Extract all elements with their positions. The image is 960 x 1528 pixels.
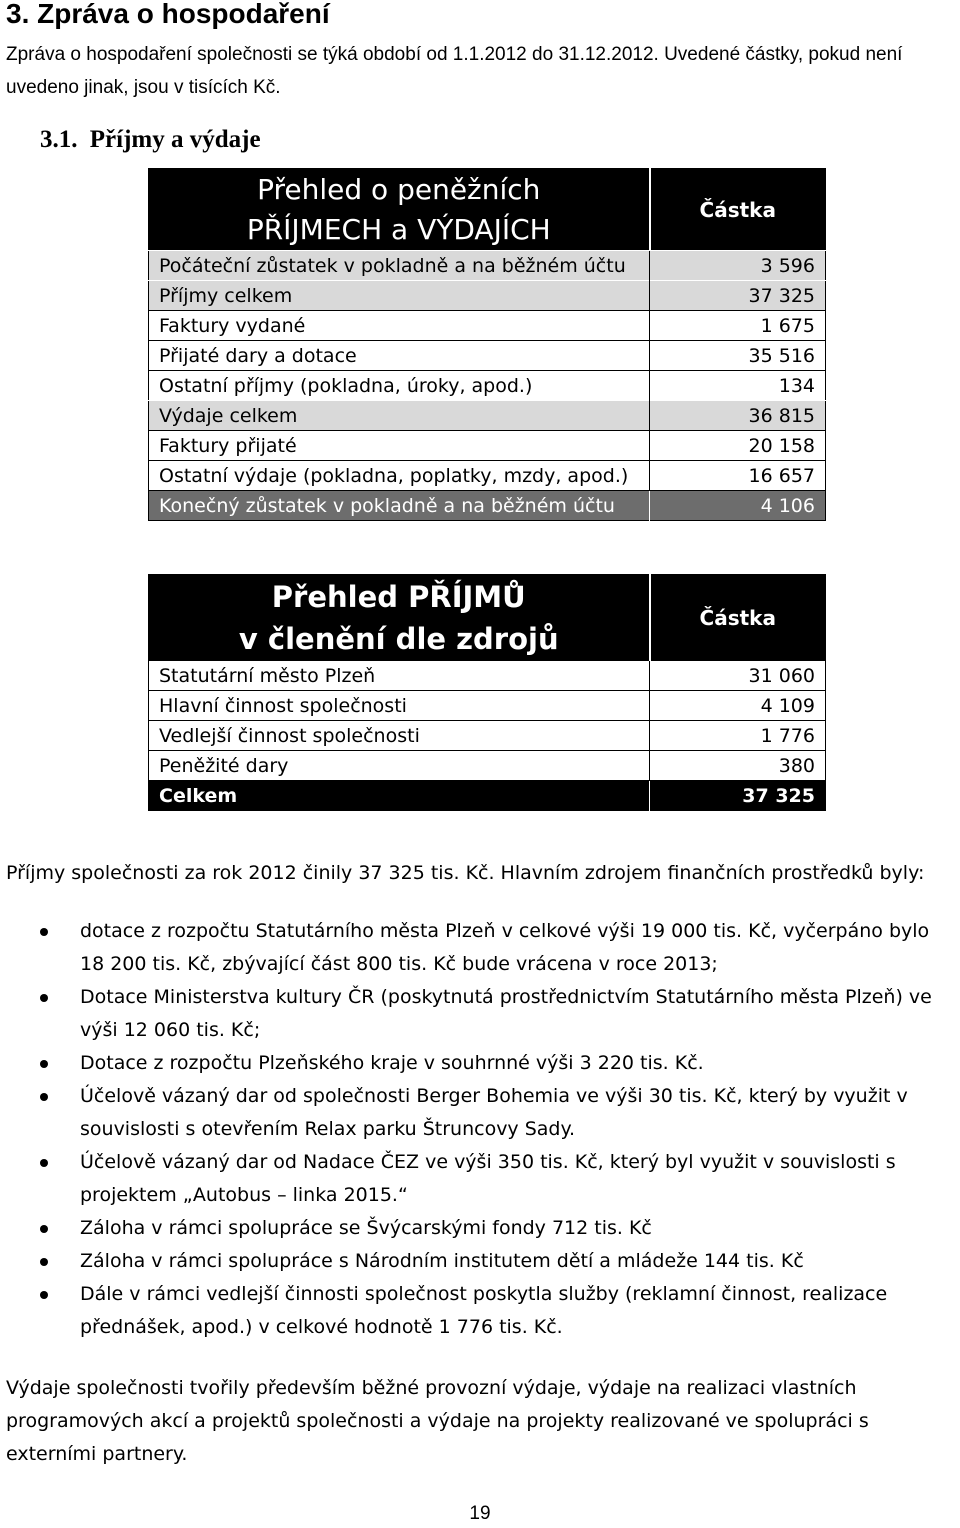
list-item <box>0 915 950 981</box>
cashflow-row-label: Příjmy celkem <box>149 281 650 311</box>
cashflow-table-body <box>149 251 826 521</box>
cashflow-row-label: Konečný zůstatek v pokladně a na běžném účtu <box>149 491 650 521</box>
list-item-text: Záloha v rámci spolupráce se Švýcarskými fondy 712 tis. Kč <box>80 1217 652 1239</box>
bullet-icon <box>40 994 48 1002</box>
cashflow-row-label: Počáteční zůstatek v pokladně a na běžném účtu <box>149 251 650 281</box>
list-item <box>0 1245 950 1278</box>
list-item-text: dotace z rozpočtu Statutárního města Plzeň v celkové výši 19 000 tis. Kč, vyčerpáno bylo 18 200 tis. Kč, zbývající část 800 tis. Kč bude vrácena v roce 2013; <box>80 920 930 975</box>
list-item-text: Dotace z rozpočtu Plzeňského kraje v souhrnné výši 3 220 tis. Kč. <box>80 1052 704 1074</box>
list-item-text: Dotace Ministerstva kultury ČR (poskytnutá prostřednictvím Statutárního města Plzeň) ve výši 12 060 tis. Kč; <box>80 986 932 1041</box>
income-row-label: Celkem <box>149 781 650 811</box>
bullet-icon <box>40 1159 48 1167</box>
income-table-body <box>149 661 826 811</box>
cashflow-row-value: 37 325 <box>650 281 826 311</box>
list-item <box>0 981 950 1047</box>
cashflow-row-label: Faktury přijaté <box>149 431 650 461</box>
cashflow-row <box>149 251 826 281</box>
cashflow-row-value: 16 657 <box>650 461 826 491</box>
bullet-icon <box>40 1258 48 1266</box>
bullet-icon <box>40 1093 48 1101</box>
income-row-label: Peněžité dary <box>149 751 650 781</box>
cashflow-row-value: 134 <box>650 371 826 401</box>
subsection-title: Příjmy a výdaje <box>89 126 261 153</box>
cashflow-row <box>149 431 826 461</box>
income-table-title <box>149 575 650 661</box>
subsection-heading <box>40 126 261 154</box>
income-row <box>149 781 826 811</box>
list-item-text: Záloha v rámci spolupráce s Národním institutem dětí a mládeže 144 tis. Kč <box>80 1250 804 1272</box>
cashflow-row <box>149 311 826 341</box>
intro-paragraph: Zpráva o hospodaření společnosti se týká období od 1.1.2012 do 31.12.2012. Uvedené částky, pokud není uvedeno jinak, jsou v tisících Kč. <box>6 44 903 98</box>
subsection-number: 3.1. <box>40 126 78 153</box>
bullet-icon <box>40 1225 48 1233</box>
list-item-text: Dále v rámci vedlejší činnosti společnost poskytla služby (reklamní činnost, realizace přednášek, apod.) v celkové hodnotě 1 776 tis. Kč. <box>80 1283 888 1338</box>
income-row-label: Statutární město Plzeň <box>149 661 650 691</box>
income-table-header <box>149 575 826 661</box>
income-title-line2: v členění dle zdrojů <box>238 622 559 656</box>
income-row <box>149 751 826 781</box>
income-row-value: 4 109 <box>650 691 826 721</box>
income-row-label: Vedlejší činnost společnosti <box>149 721 650 751</box>
cashflow-title-line2: PŘÍJMECH a VÝDAJÍCH <box>246 213 551 246</box>
cashflow-amount-header: Částka <box>650 169 826 251</box>
cashflow-row <box>149 371 826 401</box>
cashflow-row-value: 35 516 <box>650 341 826 371</box>
list-item <box>0 1080 950 1146</box>
income-row-value: 31 060 <box>650 661 826 691</box>
list-item <box>0 1212 950 1245</box>
bullet-icon <box>40 1291 48 1299</box>
page-number: 19 <box>469 1503 491 1524</box>
list-item <box>0 1047 950 1080</box>
cashflow-row-value: 20 158 <box>650 431 826 461</box>
cashflow-row <box>149 281 826 311</box>
income-row <box>149 721 826 751</box>
list-item-text: Účelově vázaný dar od společnosti Berger Bohemia ve výši 30 tis. Kč, který by využit v souvislosti s otevřením Relax parku Štruncovy Sady. <box>80 1085 908 1140</box>
expenses-paragraph: Výdaje společnosti tvořily především běžné provozní výdaje, výdaje na realizaci vlastních programových akcí a projektů společnosti a výdaje na projekty realizované ve spolupráci s externími partnery. <box>6 1377 869 1465</box>
cashflow-row-value: 1 675 <box>650 311 826 341</box>
cashflow-row-label: Ostatní výdaje (pokladna, poplatky, mzdy, apod.) <box>149 461 650 491</box>
cashflow-table <box>148 168 826 521</box>
cashflow-title-line1: Přehled o peněžních <box>257 173 541 206</box>
list-item <box>0 1146 950 1212</box>
cashflow-row-label: Přijaté dary a dotace <box>149 341 650 371</box>
income-summary: Příjmy společnosti za rok 2012 činily 37 325 tis. Kč. Hlavním zdrojem finančních prostředků byly: <box>6 862 925 884</box>
list-item <box>0 1278 950 1344</box>
income-row-value: 1 776 <box>650 721 826 751</box>
cashflow-row-value: 4 106 <box>650 491 826 521</box>
cashflow-row-label: Výdaje celkem <box>149 401 650 431</box>
cashflow-row-label: Ostatní příjmy (pokladna, úroky, apod.) <box>149 371 650 401</box>
income-amount-header: Částka <box>650 575 826 661</box>
cashflow-table-title <box>149 169 650 251</box>
cashflow-row <box>149 461 826 491</box>
cashflow-row <box>149 401 826 431</box>
income-row <box>149 691 826 721</box>
cashflow-row <box>149 491 826 521</box>
cashflow-row-value: 3 596 <box>650 251 826 281</box>
income-row <box>149 661 826 691</box>
section-heading: 3. Zpráva o hospodaření <box>6 0 330 29</box>
cashflow-row-label: Faktury vydané <box>149 311 650 341</box>
income-title-line1: Přehled PŘÍJMŮ <box>271 580 526 614</box>
list-item-text: Účelově vázaný dar od Nadace ČEZ ve výši 350 tis. Kč, který byl využit v souvislosti s projektem „Autobus – linka 2015.“ <box>80 1151 896 1206</box>
cashflow-row-value: 36 815 <box>650 401 826 431</box>
cashflow-table-header <box>149 169 826 251</box>
income-row-value: 380 <box>650 751 826 781</box>
bullet-icon <box>40 928 48 936</box>
income-row-value: 37 325 <box>650 781 826 811</box>
cashflow-row <box>149 341 826 371</box>
income-sources-table <box>148 574 826 811</box>
income-row-label: Hlavní činnost společnosti <box>149 691 650 721</box>
income-sources-list <box>0 915 950 1344</box>
bullet-icon <box>40 1060 48 1068</box>
